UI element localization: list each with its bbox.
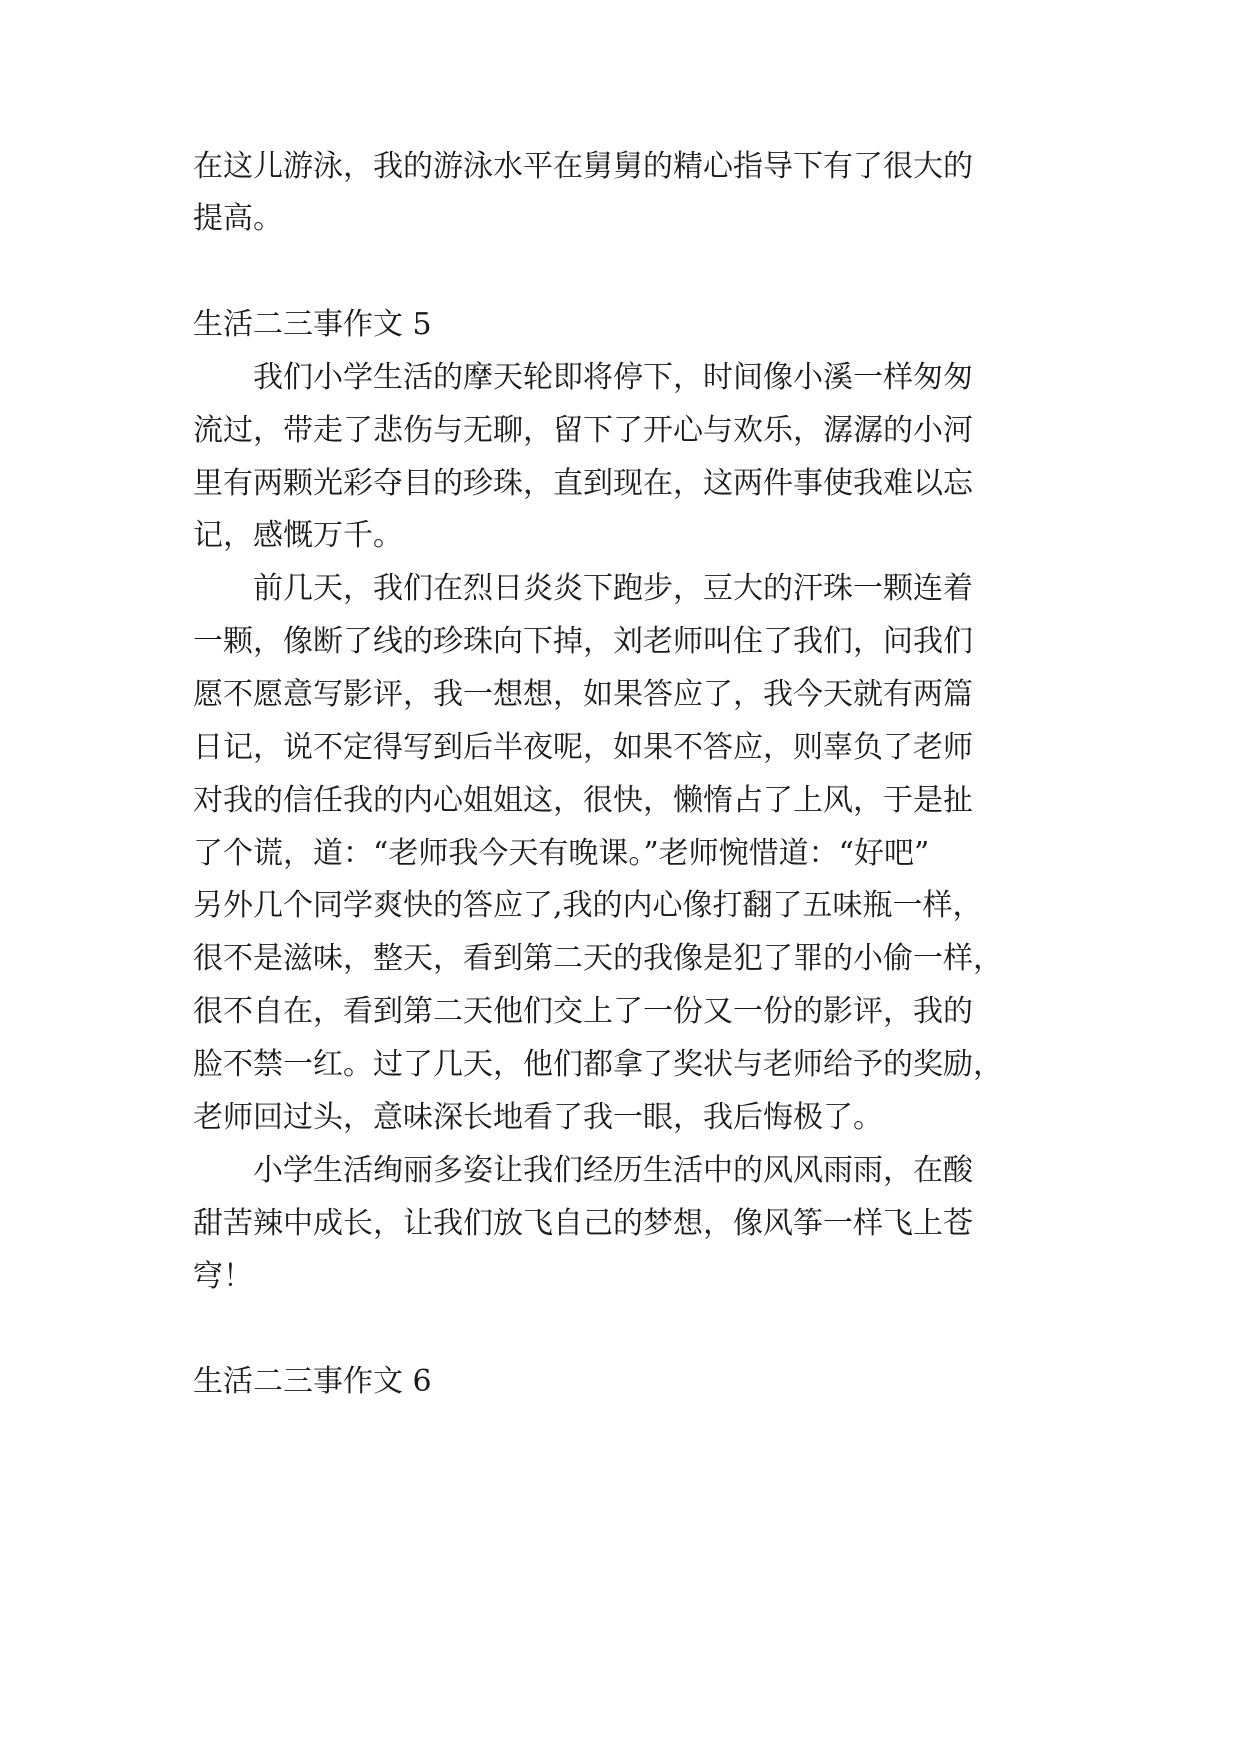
paragraph-line: 愿不愿意写影评，我一想想，如果答应了，我今天就有两篇 (193, 677, 973, 712)
paragraph-line: 很不自在，看到第二天他们交上了一份又一份的影评，我的 (193, 994, 973, 1029)
paragraph-line: 前几天，我们在烈日炎炎下跑步，豆大的汗珠一颗连着 (253, 571, 973, 606)
paragraph-line: 甜苦辣中成长，让我们放飞自己的梦想，像风筝一样飞上苍 (193, 1206, 973, 1241)
paragraph-line: 在这儿游泳，我的游泳水平在舅舅的精心指导下有了很大的 (193, 149, 973, 184)
paragraph-line: 很不是滋味，整天，看到第二天的我像是犯了罪的小偷一样， (193, 941, 1003, 976)
paragraph-line: 日记，说不定得写到后半夜呢，如果不答应，则辜负了老师 (193, 730, 973, 765)
section-heading: 生活二三事作文 5 (193, 307, 432, 342)
paragraph-line: 里有两颗光彩夺目的珍珠，直到现在，这两件事使我难以忘 (193, 466, 973, 501)
paragraph-line: 流过，带走了悲伤与无聊，留下了开心与欢乐，潺潺的小河 (193, 413, 973, 448)
paragraph-line: 穹！ (193, 1259, 253, 1294)
paragraph-line: 一颗，像断了线的珍珠向下掉，刘老师叫住了我们，问我们 (193, 624, 973, 659)
paragraph-line: 我们小学生活的摩天轮即将停下，时间像小溪一样匆匆 (253, 360, 973, 395)
section-heading: 生活二三事作文 6 (193, 1364, 432, 1399)
paragraph-line: 另外几个同学爽快的答应了,我的内心像打翻了五味瓶一样， (193, 888, 983, 923)
paragraph-line: 提高。 (193, 201, 283, 236)
paragraph-line: 了个谎，道：“老师我今天有晚课。”老师惋惜道：“好吧” (193, 836, 930, 871)
paragraph-line: 脸不禁一红。过了几天，他们都拿了奖状与老师给予的奖励， (193, 1047, 1003, 1082)
paragraph-line: 记，感慨万千。 (193, 518, 403, 553)
paragraph-line: 小学生活绚丽多姿让我们经历生活中的风风雨雨，在酸 (253, 1153, 973, 1188)
paragraph-line: 对我的信任我的内心姐姐这，很快，懒惰占了上风，于是扯 (193, 783, 973, 818)
paragraph-line: 老师回过头，意味深长地看了我一眼，我后悔极了。 (193, 1100, 883, 1135)
